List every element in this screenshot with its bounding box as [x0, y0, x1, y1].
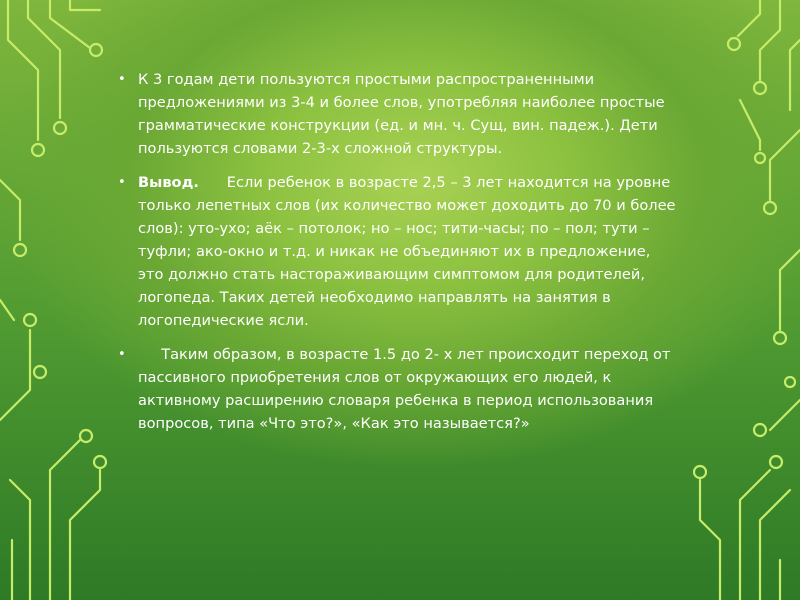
item-text: К 3 годам дети пользуются простыми распространенными предложениями из 3-4 и более слов, употребляя наиболее простые грамматические конструкции (ед. и мн. ч. Сущ, вин. падеж.). Дети пользуются словами 2-3-х сложной структуры. — [138, 71, 665, 157]
item-lead: Вывод. — [138, 174, 199, 191]
item-text: Таким образом, в возрасте 1.5 до 2- х лет происходит переход от пассивного приобретения слов от окружающих его людей, к активному расширению словаря ребенка в период использования вопросов, типа «Что это?», «Как это называется?» — [138, 346, 676, 432]
bullet-icon: • — [118, 347, 126, 362]
bullet-icon: • — [118, 175, 126, 190]
slide-text-body — [118, 68, 681, 446]
list-item — [118, 171, 681, 332]
bullet-icon: • — [118, 72, 126, 87]
item-text: Если ребенок в возрасте 2,5 – 3 лет находится на уровне только лепетных слов (их количество может доходить до 70 и более слов): уто-ухо; аёк – потолок; но – нос; тити-часы; по – пол; тути – туфли; ако-окно и т.д. и никак не объединяют их в предложение, это должно стать настораживающим симптомом для родителей, логопеда. Таких детей необходимо направлять на занятия в логопедические ясли. — [138, 174, 681, 329]
list-item — [118, 68, 678, 160]
list-item — [118, 343, 678, 435]
